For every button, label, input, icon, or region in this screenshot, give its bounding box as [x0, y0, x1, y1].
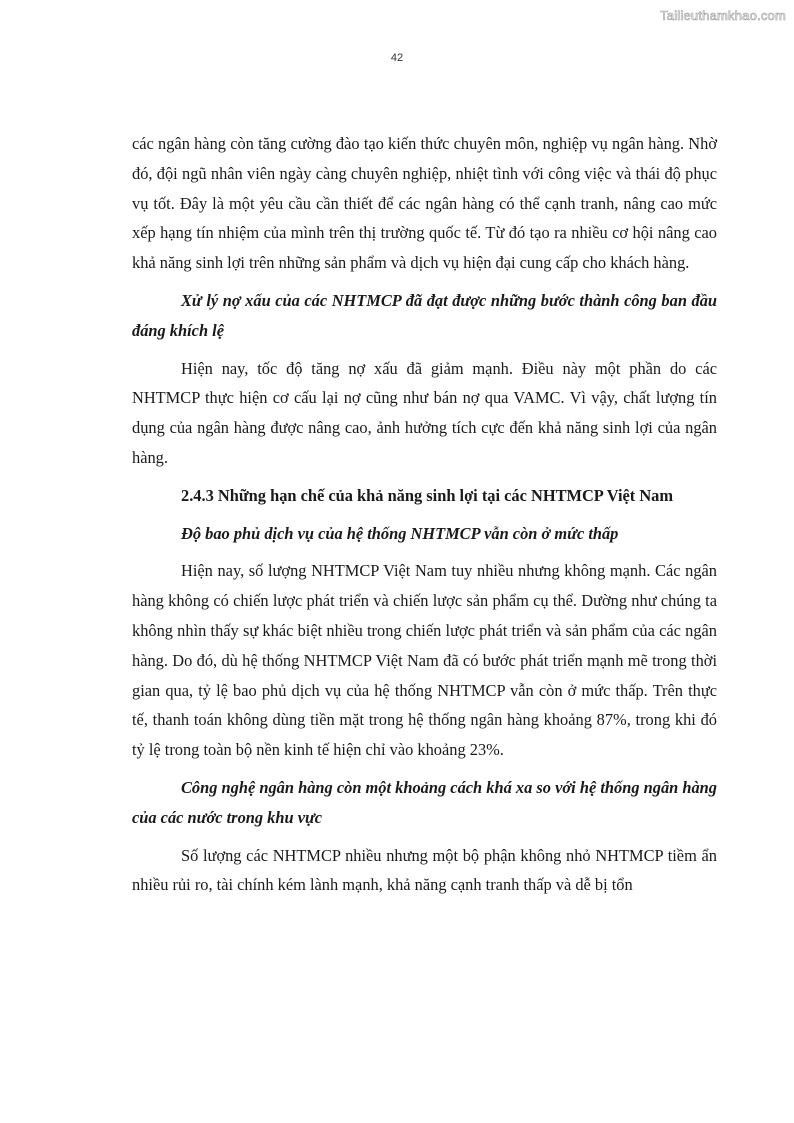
italic-heading-bad-debt: Xử lý nợ xấu của các NHTMCP đã đạt được những bước thành công ban đầu đáng khích lệ [132, 290, 717, 340]
paragraph-2: Hiện nay, tốc độ tăng nợ xấu đã giảm mạnh. Điều này một phần do các NHTMCP thực hiện cơ cấu lại nợ cũng như bán nợ qua VAMC. Vì vậy, chất lượng tín dụng của ngân hàng được nâng cao, ảnh hưởng tích cực đến khả năng sinh lợi của ngân hàng. [132, 358, 717, 467]
paragraph-3: Hiện nay, số lượng NHTMCP Việt Nam tuy nhiều nhưng không mạnh. Các ngân hàng không có chiến lược phát triển và chiến lược sản phẩm cụ thể. Dường như chúng ta không nhìn thấy sự khác biệt nhiều trong chiến lược phát triển và sản phẩm của các ngân hàng. Do đó, dù hệ thống NHTMCP Việt Nam đã có bước phát triển mạnh mẽ trong thời gian qua, tỷ lệ bao phủ dịch vụ của hệ thống NHTMCP vẫn còn ở mức thấp. Trên thực tế, thanh toán không dùng tiền mặt trong hệ thống ngân hàng khoảng 87%, trong khi đó tỷ lệ trong toàn bộ nền kinh tế hiện chỉ vào khoảng 23%. [132, 561, 717, 760]
watermark: Tailieuthamkhao.com [660, 8, 786, 23]
document-body [132, 129, 717, 900]
italic-heading-service-coverage: Độ bao phủ dịch vụ của hệ thống NHTMCP vẫn còn ở mức thấp [181, 523, 619, 543]
italic-heading-technology: Công nghệ ngân hàng còn một khoảng cách khá xa so với hệ thống ngân hàng của các nước trong khu vực [132, 777, 717, 827]
paragraph-4: Số lượng các NHTMCP nhiều nhưng một bộ phận không nhỏ NHTMCP tiềm ẩn nhiều rủi ro, tài chính kém lành mạnh, khả năng cạnh tranh thấp và dễ bị tổn [132, 845, 717, 895]
section-heading-2-4-3: 2.4.3 Những hạn chế của khả năng sinh lợi tại các NHTMCP Việt Nam [181, 485, 674, 505]
page-number: 42 [390, 52, 404, 64]
paragraph-1: các ngân hàng còn tăng cường đào tạo kiến thức chuyên môn, nghiệp vụ ngân hàng. Nhờ đó, đội ngũ nhân viên ngày càng chuyên nghiệp, nhiệt tình với công việc và thái độ phục vụ tốt. Đây là một yêu cầu cần thiết để các ngân hàng có thể cạnh tranh, nâng cao mức xếp hạng tín nhiệm của mình trên thị trường quốc tế. Từ đó tạo ra nhiều cơ hội nâng cao khả năng sinh lợi trên những sản phẩm và dịch vụ hiện đại cung cấp cho khách hàng. [132, 134, 717, 273]
